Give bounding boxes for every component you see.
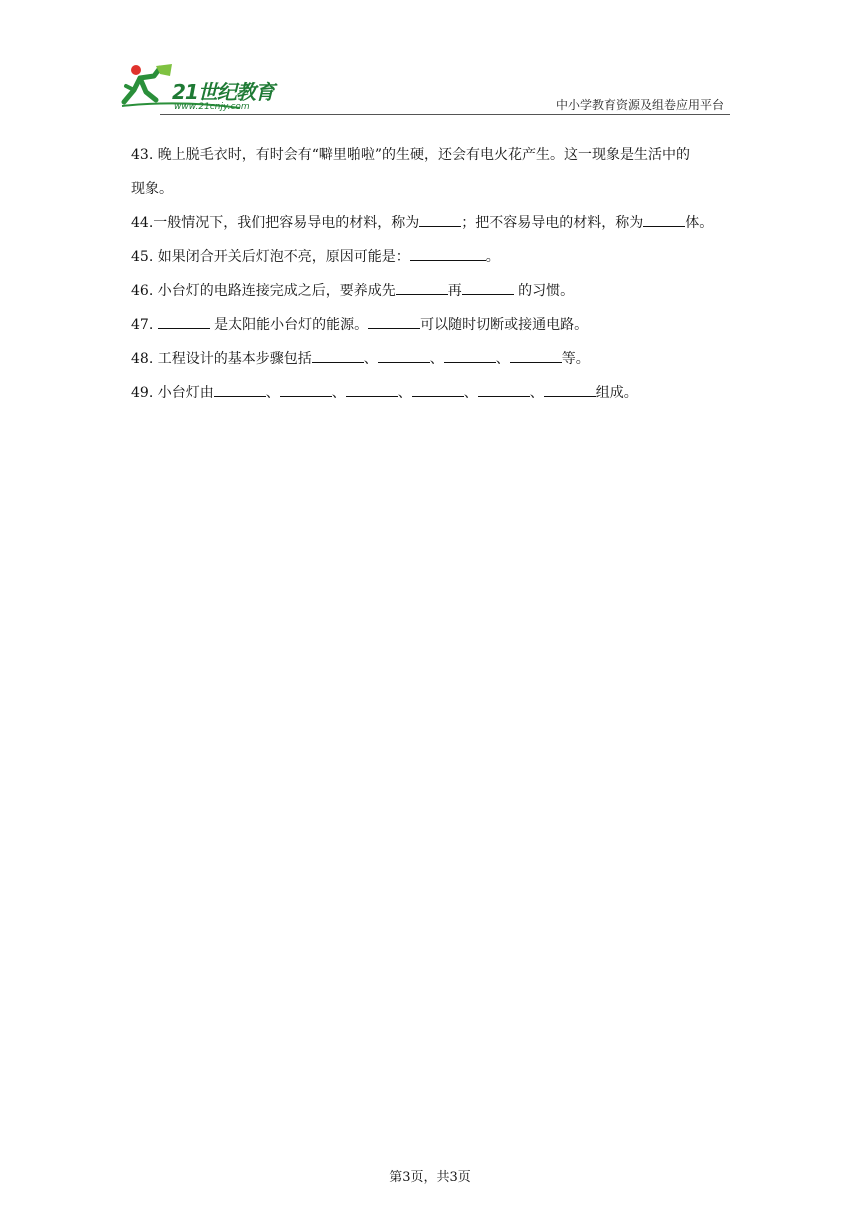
answer-blank[interactable] [510, 348, 562, 363]
question-43: 43. 晚上脱毛衣时，有时会有“噼里啪啦”的生硬，还会有电火花产生。这一现象是生活中的 现象。 [131, 147, 691, 197]
logo-main-text: 21世纪教育 [172, 80, 274, 104]
question-list [131, 138, 731, 410]
answer-blank[interactable] [462, 280, 514, 295]
answer-blank[interactable] [214, 382, 266, 397]
answer-blank[interactable] [412, 382, 464, 397]
question-48: 48. 工程设计的基本步骤包括 、 、 、 等。 [131, 342, 731, 376]
page-number: 第3页，共3页 [389, 1170, 471, 1185]
answer-blank[interactable] [544, 382, 596, 397]
logo-url-text: www.21cnjy.com [174, 102, 250, 112]
logo-21cnjy [120, 62, 300, 118]
answer-blank[interactable] [378, 348, 430, 363]
question-47: 47. 是太阳能小台灯的能源。 可以随时切断或接通电路。 [131, 308, 731, 342]
page-header [120, 62, 730, 118]
answer-blank[interactable] [419, 212, 461, 227]
answer-blank[interactable] [396, 280, 448, 295]
platform-name: 中小学教育资源及组卷应用平台 [555, 98, 724, 112]
answer-blank[interactable] [410, 246, 486, 261]
header-divider [160, 114, 730, 115]
question-44: 44.一般情况下，我们把容易导电的材料，称为 ；把不容易导电的材料，称为 体。 [131, 206, 731, 240]
answer-blank[interactable] [444, 348, 496, 363]
answer-blank[interactable] [312, 348, 364, 363]
answer-blank[interactable] [478, 382, 530, 397]
answer-blank[interactable] [368, 314, 420, 329]
question-46: 46. 小台灯的电路连接完成之后，要养成先 再 的习惯。 [131, 274, 731, 308]
answer-blank[interactable] [280, 382, 332, 397]
answer-blank[interactable] [643, 212, 685, 227]
question-45: 45. 如果闭合开关后灯泡不亮，原因可能是： 。 [131, 240, 731, 274]
question-49: 49. 小台灯由 、 、 、 、 、 组成。 [131, 376, 731, 410]
answer-blank[interactable] [346, 382, 398, 397]
answer-blank[interactable] [158, 314, 210, 329]
